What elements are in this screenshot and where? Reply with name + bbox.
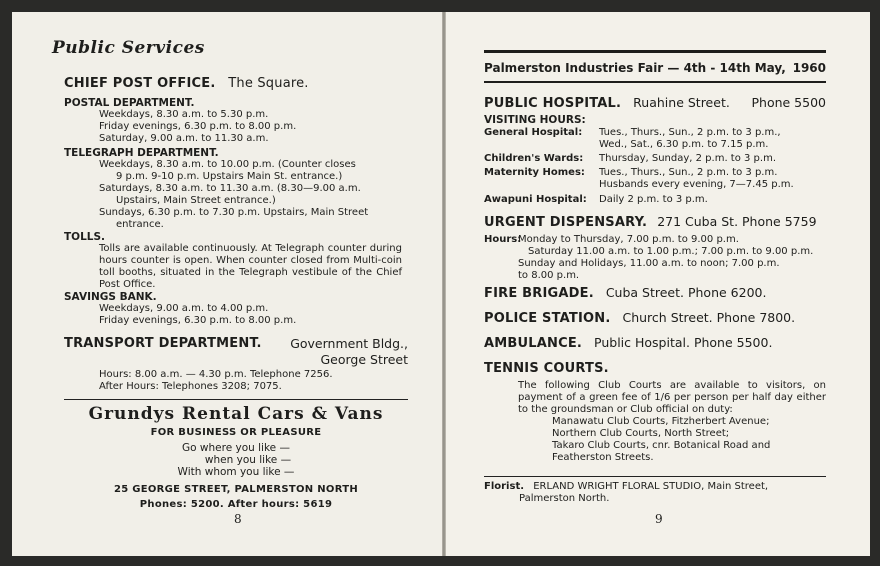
- visiting-row: [484, 167, 826, 191]
- fair-header: [484, 61, 826, 75]
- dispensary-hours: [484, 234, 826, 282]
- ambulance-heading: AMBULANCE.: [484, 336, 583, 351]
- ad-line: With whom you like —: [177, 466, 295, 478]
- divider: [484, 476, 826, 477]
- fire-details: Cuba Street. Phone 6200.: [605, 285, 767, 300]
- telegraph-line: 9 p.m. 9-10 p.m. Upstairs Main St. entrance.): [116, 171, 343, 182]
- ad-line: when you like —: [204, 454, 292, 466]
- tolls-text: Tolls are available continuously. At Telegraph counter during hours counter is open. When counter closed from Multi-coin toll booths, situated in the Telegraph vestibule of the Chief Post Office.: [99, 243, 402, 290]
- header-bottom-rule: [484, 81, 826, 83]
- post-office-location: The Square.: [228, 76, 309, 91]
- transport-location-1: Government Bldg.,: [290, 336, 408, 351]
- ad-phones: Phones: 5200. After hours: 5619: [139, 499, 333, 510]
- hospital-heading: PUBLIC HOSPITAL.: [484, 96, 622, 111]
- visiting-line: Daily 2 p.m. to 3 p.m.: [599, 194, 708, 205]
- header-top-rule: [484, 50, 826, 53]
- hospital-location: Ruahine Street.: [633, 95, 730, 110]
- savings-line: Weekdays, 9.00 a.m. to 4.00 p.m.: [99, 303, 269, 314]
- chief-post-office-heading: [64, 76, 309, 91]
- postal-department: [64, 97, 408, 145]
- fire-brigade: [484, 285, 766, 301]
- police-heading: POLICE STATION.: [484, 311, 611, 326]
- transport-location-2: George Street: [320, 352, 408, 367]
- visiting-line: Husbands every evening, 7—7.45 p.m.: [599, 179, 794, 190]
- visiting-line: Wed., Sat., 6.30 p.m. to 7.15 p.m.: [599, 139, 769, 150]
- florist-line: Palmerston North.: [519, 493, 610, 504]
- dispensary-details: 271 Cuba St. Phone 5759: [657, 214, 817, 229]
- telegraph-heading: TELEGRAPH DEPARTMENT.: [64, 147, 219, 159]
- page-number-left: 8: [234, 512, 242, 526]
- ad-title: Grundys Rental Cars & Vans: [88, 404, 384, 424]
- telegraph-line: Upstairs, Main Street entrance.): [116, 195, 276, 206]
- ambulance: [484, 335, 772, 351]
- visiting-line: Tues., Thurs., Sun., 2 p.m. to 3 p.m.: [599, 167, 778, 178]
- visiting-row: [484, 153, 826, 165]
- visiting-label: Children's Wards:: [484, 153, 584, 164]
- fair-title: Palmerston Industries Fair — 4th - 14th May,: [484, 61, 786, 75]
- savings-line: Friday evenings, 6.30 p.m. to 8.00 p.m.: [99, 315, 297, 326]
- ambulance-details: Public Hospital. Phone 5500.: [594, 335, 773, 350]
- telegraph-line: entrance.: [116, 219, 164, 230]
- post-office-label: CHIEF POST OFFICE.: [64, 76, 216, 91]
- telegraph-line: Weekdays, 8.30 a.m. to 10.00 p.m. (Counter closes: [99, 159, 356, 170]
- tennis-court-line: Northern Club Courts, North Street;: [552, 428, 730, 439]
- dispensary-line: Monday to Thursday, 7.00 p.m. to 9.00 p.m.: [518, 234, 739, 245]
- florist: [484, 481, 826, 505]
- telegraph-line: Saturdays, 8.30 a.m. to 11.30 a.m. (8.30—9.00 a.m.: [99, 183, 361, 194]
- visiting-line: Thursday, Sunday, 2 p.m. to 3 p.m.: [599, 153, 777, 164]
- tolls-heading: TOLLS.: [64, 231, 106, 243]
- urgent-dispensary: [484, 214, 826, 282]
- dispensary-heading: URGENT DISPENSARY.: [484, 215, 648, 230]
- transport-heading: TRANSPORT DEPARTMENT.: [64, 336, 262, 351]
- florist-line: ERLAND WRIGHT FLORAL STUDIO, Main Street,: [533, 481, 769, 492]
- dispensary-line: Sunday and Holidays, 11.00 a.m. to noon; 7.00 p.m.: [518, 258, 780, 269]
- tennis-heading: TENNIS COURTS.: [484, 361, 609, 376]
- police-station: [484, 310, 795, 326]
- tennis-court-line: Featherston Streets.: [552, 452, 654, 463]
- postal-heading: POSTAL DEPARTMENT.: [64, 97, 195, 109]
- fire-heading: FIRE BRIGADE.: [484, 286, 594, 301]
- dispensary-line: Saturday 11.00 a.m. to 1.00 p.m.; 7.00 p.m. to 9.00 p.m.: [528, 246, 814, 257]
- tennis-courts: [484, 361, 826, 464]
- ad-address: 25 GEORGE STREET, PALMERSTON NORTH: [113, 484, 359, 495]
- public-hospital: [484, 95, 826, 206]
- transport-hours: Hours: 8.00 a.m. — 4.30 p.m. Telephone 7256.: [99, 369, 333, 380]
- tennis-court-line: Manawatu Club Courts, Fitzherbert Avenue;: [552, 416, 770, 427]
- postal-line: Saturday, 9.00 a.m. to 11.30 a.m.: [99, 133, 269, 144]
- dispensary-line: to 8.00 p.m.: [518, 270, 580, 281]
- right-page: [446, 12, 870, 556]
- visiting-line: Tues., Thurs., Sun., 2 p.m. to 3 p.m.,: [599, 127, 781, 138]
- divider: [64, 399, 408, 400]
- ad-line: Go where you like —: [182, 442, 290, 454]
- hospital-phone: Phone 5500: [751, 95, 826, 110]
- savings-heading: SAVINGS BANK.: [64, 291, 157, 303]
- public-services-title: Public Services: [52, 38, 205, 58]
- page-number-right: 9: [655, 512, 663, 526]
- grundys-ad: [60, 404, 412, 510]
- postal-line: Friday evenings, 6.30 p.m. to 8.00 p.m.: [99, 121, 297, 132]
- visiting-hours-heading: VISITING HOURS:: [484, 114, 586, 126]
- visiting-label: General Hospital:: [484, 127, 583, 138]
- police-details: Church Street. Phone 7800.: [622, 310, 796, 325]
- transport-department: [64, 336, 408, 393]
- savings-bank: [64, 291, 408, 327]
- dispensary-hours-label: Hours:: [484, 234, 522, 245]
- tennis-court-line: Takaro Club Courts, cnr. Botanical Road and: [552, 440, 771, 451]
- tolls-section: [64, 231, 408, 291]
- visiting-label: Awapuni Hospital:: [484, 194, 587, 205]
- florist-label: Florist.: [484, 481, 525, 492]
- visiting-row: [484, 127, 826, 151]
- fair-year: 1960: [792, 61, 826, 75]
- telegraph-line: Sundays, 6.30 p.m. to 7.30 p.m. Upstairs, Main Street: [99, 207, 369, 218]
- telegraph-department: [64, 147, 408, 231]
- ad-subtitle: FOR BUSINESS OR PLEASURE: [150, 427, 322, 438]
- postal-line: Weekdays, 8.30 a.m. to 5.30 p.m.: [99, 109, 269, 120]
- tennis-text: The following Club Courts are available to visitors, on payment of a green fee of 1/6 per person per half day either to the groundsman or Club official on duty:: [518, 380, 826, 415]
- visiting-row: [484, 194, 826, 206]
- visiting-label: Maternity Homes:: [484, 167, 585, 178]
- transport-after-hours: After Hours: Telephones 3208; 7075.: [99, 381, 282, 392]
